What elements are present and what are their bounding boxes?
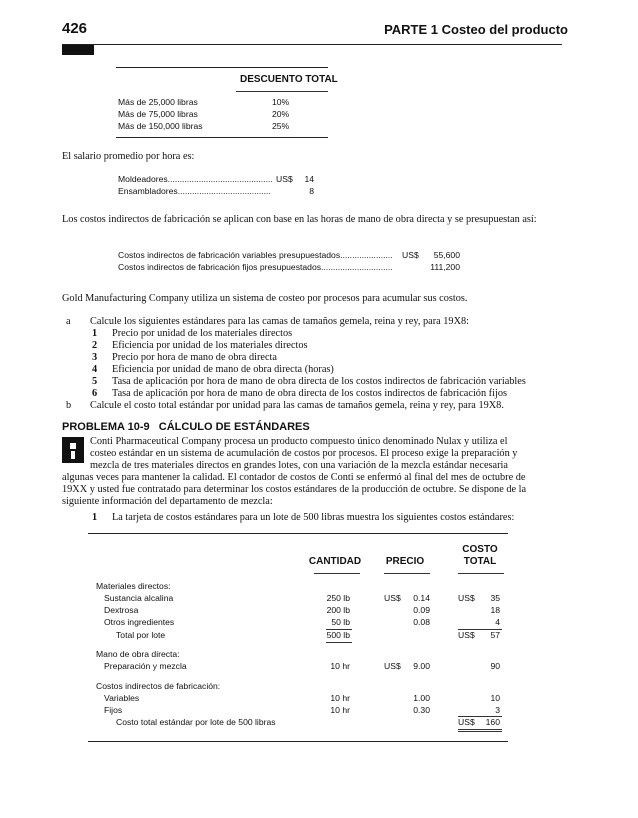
gold-paragraph: Gold Manufacturing Company utiliza un sistema de costeo por procesos para acumular sus costos. [62,293,468,304]
header-rule [62,44,562,45]
subitem-number: 1 [92,328,98,339]
discount-label: Más de 150,000 libras [118,121,203,131]
item-letter: a [66,316,71,327]
row-total-currency: US$ [458,630,475,640]
col-total-2: TOTAL [463,556,497,567]
col-total-1: COSTO [462,544,498,555]
row-qty: 500 lb [326,630,350,640]
wage-label: Ensambladores....................................... [118,186,271,196]
row-total-currency: US$ [458,593,475,603]
item-letter: b [66,400,72,411]
subitem-number: 5 [92,376,98,387]
discount-value: 25% [272,121,290,131]
discount-value: 20% [272,109,290,119]
row-price: 0.14 [413,593,430,603]
floppy-disk-icon [62,437,84,463]
col-quantity: CANTIDAD [308,556,362,567]
item-text: La tarjeta de costos estándares para un lote de 500 libras muestra los siguientes costos estándares: [112,512,515,523]
row-price: 0.30 [413,705,430,715]
section-heading: Mano de obra directa: [96,649,180,659]
header-block [62,45,94,55]
wage-intro: El salario promedio por hora es: [62,151,195,162]
row-total: 3 [495,705,500,715]
row-qty: 10 hr [330,693,350,703]
problem-line: Conti Pharmaceutical Company procesa un producto compuesto único denominado Nulax y utiliza el [90,436,508,447]
double-rule [458,729,502,730]
subitem-text: Precio por unidad de los materiales directos [112,328,293,339]
subitem-number: 3 [92,352,98,363]
overhead-value: 55,600 [433,250,460,260]
part-title: PARTE 1 Costeo del producto [384,22,568,37]
row-currency: US$ [384,661,401,671]
row-price: 1.00 [413,693,430,703]
discount-heading: DESCUENTO TOTAL [240,74,338,85]
row-label: Preparación y mezcla [104,661,187,671]
row-qty: 200 lb [326,605,350,615]
row-total-currency: US$ [458,717,475,727]
row-total: 90 [490,661,500,671]
subitem-text: Eficiencia por unidad de mano de obra directa (horas) [112,364,334,375]
subitem-text: Tasa de aplicación por hora de mano de obra directa de los costos indirectos de fabricación fijos [112,388,507,399]
row-total: 160 [485,717,500,727]
row-currency: US$ [384,593,401,603]
row-qty: 50 lb [331,617,350,627]
subitem-text: Precio por hora de mano de obra directa [112,352,277,363]
discount-label: Más de 25,000 libras [118,97,198,107]
row-label: Otros ingredientes [104,617,175,627]
item-text: Calcule los siguientes estándares para las camas de tamaños gemela, reina y rey, para 19X8: [90,316,470,327]
row-price: 0.09 [413,605,430,615]
page-number: 426 [62,20,88,37]
table-bottom-rule [116,137,328,138]
overhead-label: Costos indirectos de fabricación fijos presupuestados.............................. [118,262,393,272]
row-label: Dextrosa [104,605,139,615]
row-price: 0.08 [413,617,430,627]
wage-value: 14 [304,174,314,184]
section-heading: Costos indirectos de fabricación: [96,681,221,691]
double-rule [458,731,502,732]
overhead-intro: Los costos indirectos de fabricación se aplican con base en las horas de mano de obra directa y se presupuestan así: [62,214,537,225]
row-label: Total por lote [116,630,166,640]
row-total: 4 [495,617,500,627]
row-total: 18 [490,605,500,615]
problem-title: PROBLEMA 10-9 CÁLCULO DE ESTÁNDARES [62,421,310,433]
subitem-number: 6 [92,388,98,399]
problem-line: siguiente información del departamento de mezcla: [62,496,273,507]
card-top-rule [88,533,508,534]
sum-rule [326,642,352,643]
discount-label: Más de 75,000 libras [118,109,198,119]
overhead-currency: US$ [402,250,419,260]
row-price: 9.00 [413,661,430,671]
col-price: PRECIO [385,556,425,567]
subitem-number: 2 [92,340,98,351]
overhead-label: Costos indirectos de fabricación variables presupuestados...................... [118,250,393,260]
row-total: 10 [490,693,500,703]
table-top-rule [116,67,328,68]
col-rule [314,573,360,574]
wage-currency: US$ [276,174,293,184]
discount-value: 10% [272,97,290,107]
subitem-text: Tasa de aplicación por hora de mano de obra directa de los costos indirectos de fabricación variables [112,376,526,387]
row-label: Sustancia alcalina [104,593,174,603]
row-qty: 10 hr [330,661,350,671]
row-label: Costo total estándar por lote de 500 libras [116,717,276,727]
row-total: 57 [490,630,500,640]
wage-value: 8 [309,186,314,196]
subitem-text: Eficiencia por unidad de los materiales directos [112,340,308,351]
row-label: Variables [104,693,140,703]
card-bottom-rule [88,741,508,742]
row-qty: 250 lb [326,593,350,603]
row-label: Fijos [104,705,123,715]
item-text: Calcule el costo total estándar por unidad para las camas de tamaños gemela, reina y rey, para 19X8. [90,400,504,411]
subitem-number: 4 [92,364,98,375]
problem-line: algunas veces para mantener la calidad. El contador de costos de Conti se enfermó al final del mes de octubre de [62,472,526,483]
row-total: 35 [490,593,500,603]
discount-heading-rule [236,91,328,92]
overhead-value: 111,200 [430,262,460,272]
problem-line: 19XX y usted fue contratado para determinar los costos estándares de la producción de octubre. Se dispone de la [62,484,527,495]
row-qty: 10 hr [330,705,350,715]
wage-label: Moldeadores............................................ [118,174,273,184]
col-rule [384,573,430,574]
problem-line: costeo estándar en un sistema de acumulación de costos por procesos. El proceso exige la preparación y [90,448,518,459]
section-heading: Materiales directos: [96,581,171,591]
problem-line: mezcla de tres materiales directos en grandes lotes, con una variación de la mezcla estándar necesaria [90,460,508,471]
col-rule [458,573,504,574]
item-number: 1 [92,512,98,523]
